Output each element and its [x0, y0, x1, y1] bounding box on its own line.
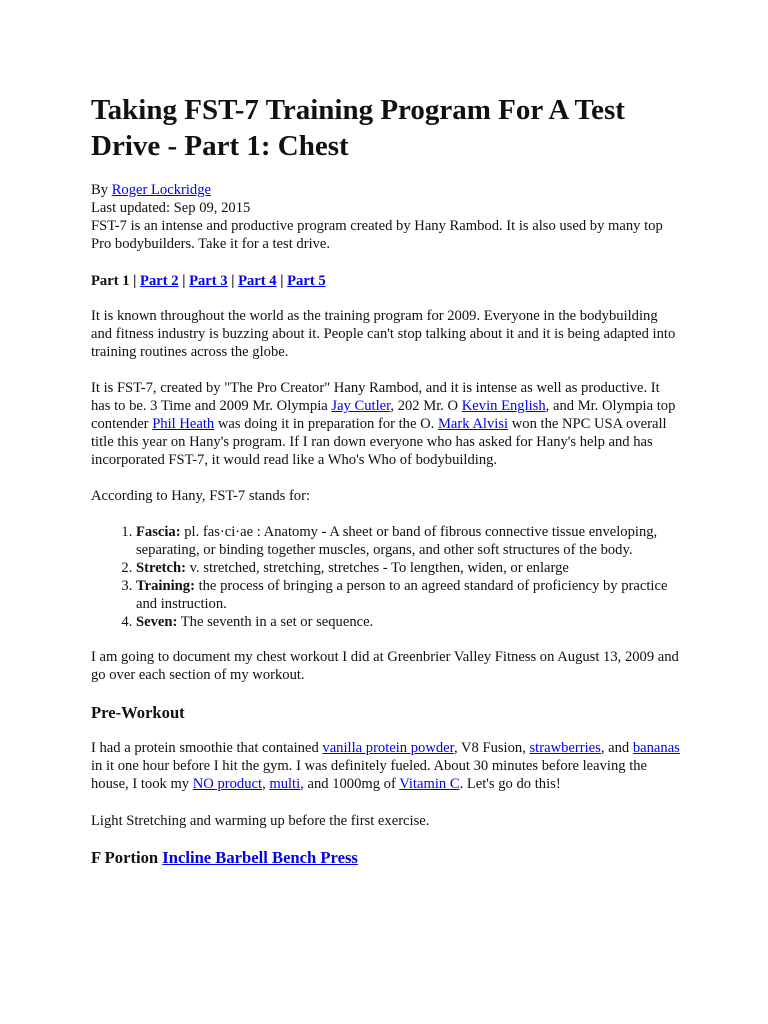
- current-part: Part 1: [91, 273, 130, 289]
- vitamin-c-link[interactable]: Vitamin C: [399, 776, 460, 792]
- separator: |: [133, 273, 137, 289]
- preworkout-heading: Pre-Workout: [91, 703, 185, 722]
- multi-link[interactable]: multi: [269, 776, 301, 792]
- strawberries-link[interactable]: strawberries: [529, 740, 601, 756]
- text: I had a protein smoothie that contained: [91, 740, 323, 756]
- text: , and Mr. Olympia top contender: [91, 398, 676, 432]
- part-4-link[interactable]: Part 4: [238, 273, 277, 289]
- term: Stretch:: [136, 560, 186, 576]
- list-item: [136, 577, 681, 613]
- bananas-link[interactable]: bananas: [632, 740, 680, 756]
- text: , V8 Fusion,: [453, 740, 530, 756]
- stands-for-paragraph: According to Hany, FST-7 stands for:: [91, 488, 311, 504]
- text: in it one hour before I hit the gym. I was definitely fueled. About 30 minutes before leaving the house, I took my: [91, 758, 648, 792]
- text: , and 1000mg of: [300, 776, 400, 792]
- text: , and: [600, 740, 633, 756]
- intro-paragraph: It is known throughout the world as the training program for 2009. Everyone in the bodybuilding and fitness industry is buzzing about it. People can't stop talking about it and it is being adapted into training routines across the globe.: [91, 308, 676, 360]
- definition: the process of bringing a person to an agreed standard of proficiency by practice and instruction.: [136, 578, 668, 612]
- author-link[interactable]: Roger Lockridge: [111, 182, 211, 198]
- list-item: [136, 613, 681, 631]
- text: ,: [262, 776, 270, 792]
- incline-bench-link[interactable]: Incline Barbell Bench Press: [162, 848, 358, 867]
- last-updated: Last updated: Sep 09, 2015: [91, 200, 251, 216]
- fst7-paragraph: [91, 379, 681, 469]
- separator: |: [231, 273, 235, 289]
- f-portion-heading: [91, 848, 358, 868]
- f-portion-label: F Portion: [91, 848, 159, 867]
- jay-cutler-link[interactable]: Jay Cutler: [331, 398, 391, 414]
- separator: |: [182, 273, 186, 289]
- kevin-english-link[interactable]: Kevin English: [461, 398, 546, 414]
- byline: [91, 181, 681, 253]
- list-item: [136, 523, 681, 559]
- text: , 202 Mr. O: [390, 398, 462, 414]
- definition: The seventh in a set or sequence.: [177, 614, 374, 630]
- stretching-paragraph: Light Stretching and warming up before the first exercise.: [91, 813, 430, 829]
- term: Seven:: [136, 614, 178, 630]
- text: won the NPC USA overall title this year on Hany's program. If I ran down everyone who has asked for Hany's help and has incorporated FST-7, it would read like a Who's Who of bodybuilding.: [91, 416, 667, 468]
- by-label: By: [91, 182, 109, 198]
- text: . Let's go do this!: [459, 776, 561, 792]
- parts-nav: [91, 272, 681, 290]
- page-title: Taking FST-7 Training Program For A Test Drive - Part 1: Chest: [91, 94, 625, 162]
- definition: pl. fas·ci·ae : Anatomy - A sheet or band of fibrous connective tissue enveloping, separating, or binding together muscles, organs, and other soft structures of the body.: [136, 524, 658, 558]
- part-2-link[interactable]: Part 2: [140, 273, 179, 289]
- mark-alvisi-link[interactable]: Mark Alvisi: [437, 416, 509, 432]
- definition: v. stretched, stretching, stretches - To lengthen, widen, or enlarge: [185, 560, 569, 576]
- summary: FST-7 is an intense and productive program created by Hany Rambod. It is also used by many top Pro bodybuilders. Take it for a test drive.: [91, 218, 663, 252]
- part-5-link[interactable]: Part 5: [287, 273, 326, 289]
- list-item: [136, 559, 681, 577]
- phil-heath-link[interactable]: Phil Heath: [152, 416, 215, 432]
- text: It is FST-7, created by "The Pro Creator" Hany Rambod, and it is intense as well as productive. It has to be. 3 Time and 2009 Mr. Olympia: [91, 380, 660, 414]
- part-3-link[interactable]: Part 3: [189, 273, 228, 289]
- term: Training:: [136, 578, 195, 594]
- author-line: [91, 181, 681, 199]
- term: Fascia:: [136, 524, 181, 540]
- separator: |: [280, 273, 284, 289]
- no-product-link[interactable]: NO product: [192, 776, 263, 792]
- preworkout-paragraph: [91, 739, 681, 793]
- vanilla-protein-link[interactable]: vanilla protein powder: [322, 740, 454, 756]
- document-paragraph: I am going to document my chest workout I did at Greenbrier Valley Fitness on August 13, 2009 and go over each section of my workout.: [91, 649, 679, 683]
- text: was doing it in preparation for the O.: [214, 416, 438, 432]
- definitions-list: [91, 523, 681, 631]
